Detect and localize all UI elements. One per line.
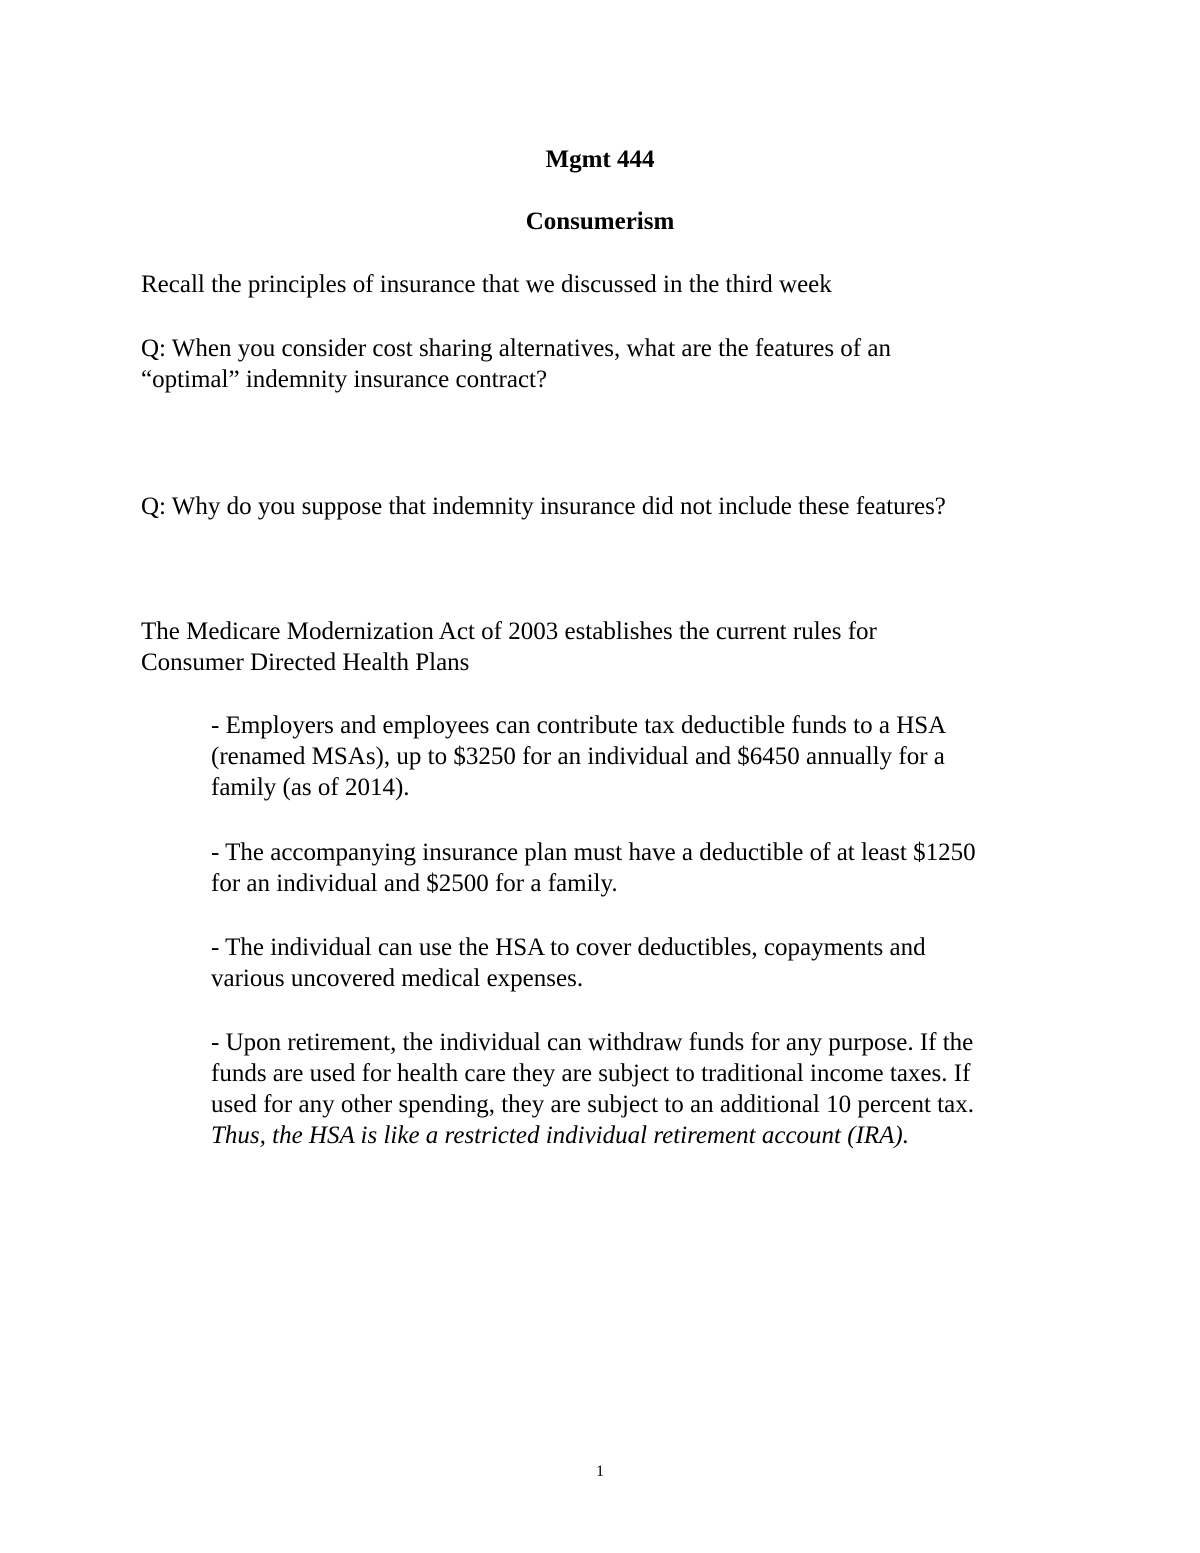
question-2-text: Q: Why do you suppose that indemnity insurance did not include these features? [141, 493, 946, 520]
intro-text: Recall the principles of insurance that we discussed in the third week [141, 271, 832, 298]
mma-line-1: The Medicare Modernization Act of 2003 establishes the current rules for [141, 618, 877, 645]
mma-line-2: Consumer Directed Health Plans [141, 649, 470, 676]
bullet-line: family (as of 2014). [211, 774, 410, 801]
page-number: 1 [596, 1463, 604, 1480]
bullet-line: for an individual and $2500 for a family. [211, 870, 618, 897]
course-title: Mgmt 444 [545, 146, 655, 173]
bullet-line: (renamed MSAs), up to $3250 for an individual and $6450 annually for a [211, 743, 945, 770]
bullet-line: - The individual can use the HSA to cover deductibles, copayments and [211, 934, 926, 961]
bullet-line: - Upon retirement, the individual can withdraw funds for any purpose. If the [211, 1029, 974, 1056]
bullet-usage [211, 932, 1081, 994]
question-1-line-2: “optimal” indemnity insurance contract? [141, 366, 548, 393]
bullet-line: - Employers and employees can contribute tax deductible funds to a HSA [211, 712, 947, 739]
mma-paragraph [141, 616, 1081, 678]
bullet-line: - The accompanying insurance plan must have a deductible of at least $1250 [211, 839, 976, 866]
bullet-deductible [211, 837, 1081, 899]
bullet-line: used for any other spending, they are subject to an additional 10 percent tax. [211, 1091, 974, 1118]
bullet-contributions [211, 710, 1081, 803]
hsa-ira-note: Thus, the HSA is like a restricted individual retirement account (IRA). [211, 1122, 910, 1149]
bullet-retirement [211, 1027, 1081, 1151]
topic-title: Consumerism [525, 208, 675, 235]
question-2 [141, 491, 1081, 522]
bullet-line: funds are used for health care they are subject to traditional income taxes. If [211, 1060, 971, 1087]
question-1 [141, 333, 1081, 395]
question-1-line-1: Q: When you consider cost sharing alternatives, what are the features of an [141, 335, 891, 362]
intro-paragraph [141, 269, 1081, 300]
bullet-line: various uncovered medical expenses. [211, 965, 584, 992]
